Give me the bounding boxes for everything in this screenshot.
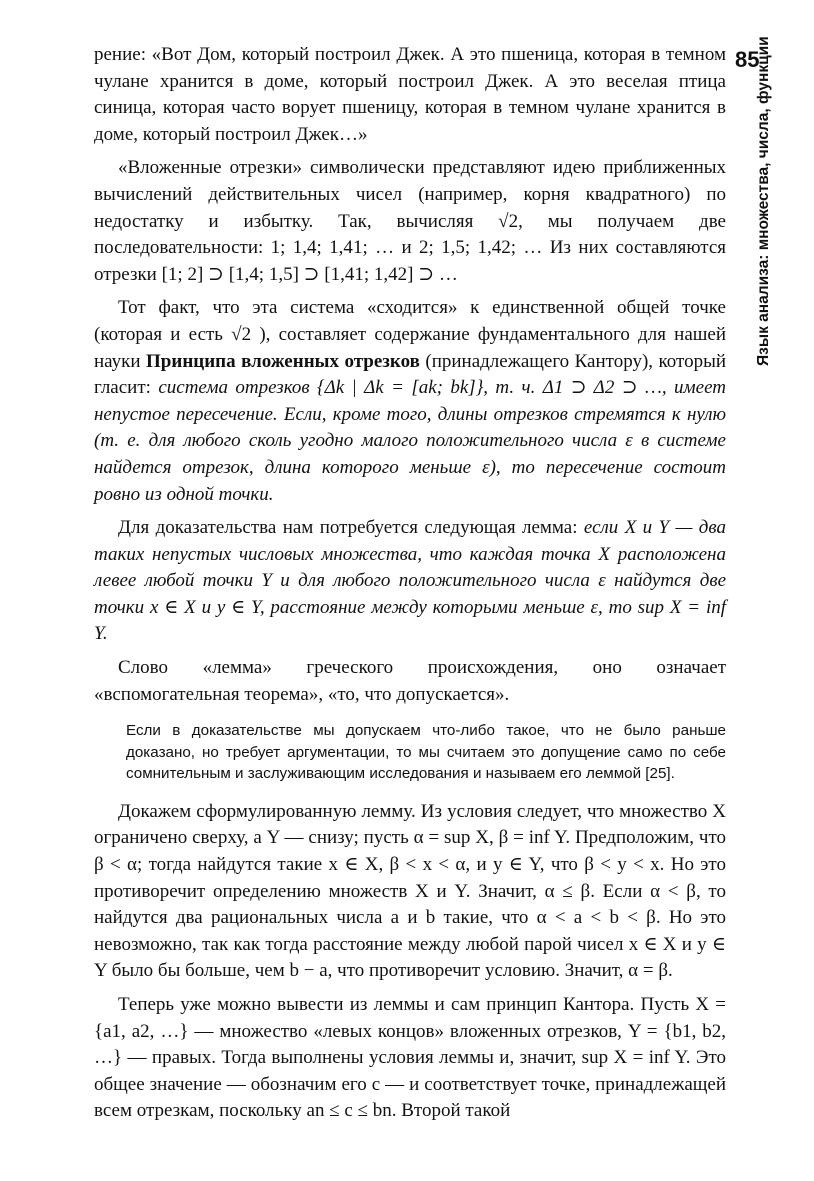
paragraph: Докажем сформулированную лемму. Из условия следует, что множество X ограничено сверху, а Y — снизу; пусть α = sup X, β = inf Y. Предположим, что β < α; тогда найдутся такие x ∈ X, β < x < α, и y ∈ Y, что β < y < x. Но это противоречит определению множеств X и Y. Значит, α ≤ β. Если α < β, то найдутся два рациональных числа a и b такие, что α < a < b < β. Но это невозможно, так как тогда расстояние между любой парой чисел x ∈ X и y ∈ Y было бы больше, чем b − a, что противоречит условию. Значит, α = β. bbox=[94, 800, 726, 982]
paragraph-text: (принадлежащего Кантору), который гласит: bbox=[94, 350, 727, 399]
bold-term: Принципа вложенных отрезков bbox=[146, 350, 420, 372]
lemma-statement: если X и Y — два таких непустых числовых множества, что каждая точка X расположена левее любой точки Y и для любого положительного числа ε найдутся две точки x ∈ X и y ∈ Y, расстояние между которыми меньше ε, то sup X = inf Y. bbox=[94, 517, 727, 645]
paragraph: Слово «лемма» греческого происхождения, оно означает «вспомогательная теорема», «то, что допускается». bbox=[94, 657, 726, 705]
block-quote: Если в доказательстве мы допускаем что-либо такое, что не было раньше доказано, но требует аргументации, то мы считаем это допущение само по себе сомнительным и заслуживающим исследования и называем его леммой [25]. bbox=[126, 722, 726, 783]
paragraph bbox=[94, 515, 726, 648]
paragraph-text: Для доказательства нам потребуется следующая лемма: bbox=[118, 517, 578, 539]
paragraph bbox=[94, 295, 726, 508]
paragraph-text: Тот факт, что эта система «сходится» к единственной общей точке (которая и есть √2 ), составляет содержание фундаментального для нашей науки bbox=[94, 297, 726, 372]
paragraph: Теперь уже можно вывести из леммы и сам принцип Кантора. Пусть X = {a1, a2, …} — множество «левых концов» вложенных отрезков, Y = {b1, b2, …} — правых. Тогда выполнены условия леммы и, значит, sup X = inf Y. Это общее значение — обозначим его c — и соответствует точке, принадлежащей всем отрезкам, поскольку an ≤ c ≤ bn. Второй такой bbox=[94, 993, 726, 1122]
main-text-column bbox=[94, 42, 726, 1132]
chapter-title-vertical: Язык анализа: множества, числа, функции bbox=[755, 36, 772, 366]
chapter-sidebar bbox=[755, 36, 785, 366]
theorem-statement: система отрезков {Δk | Δk = [ak; bk]}, т. ч. Δ1 ⊃ Δ2 ⊃ …, имеет непустое пересечение. Если, кроме того, длины отрезков стремятся к нулю (т. е. для любого сколь угодно малого положительного числа ε в системе найдется отрезок, длина которого меньше ε), то пересечение состоит ровно из одной точки. bbox=[94, 377, 727, 505]
paragraph: «Вложенные отрезки» символически представляют идею приближенных вычислений действительных чисел (например, корня квадратного) по недостатку и избытку. Так, вычисляя √2, мы получаем две последовательности: 1; 1,4; 1,41; … и 2; 1,5; 1,42; … Из них составляются отрезки [1; 2] ⊃ [1,4; 1,5] ⊃ [1,41; 1,42] ⊃ … bbox=[94, 157, 726, 285]
page-number: 85 bbox=[735, 47, 760, 72]
paragraph: рение: «Вот Дом, который построил Джек. А это пшеница, которая в темном чулане хранится в доме, который построил Джек. А это веселая птица синица, которая часто ворует пшеницу, которая в темном чулане хранится в доме, который построил Джек…» bbox=[94, 44, 726, 145]
